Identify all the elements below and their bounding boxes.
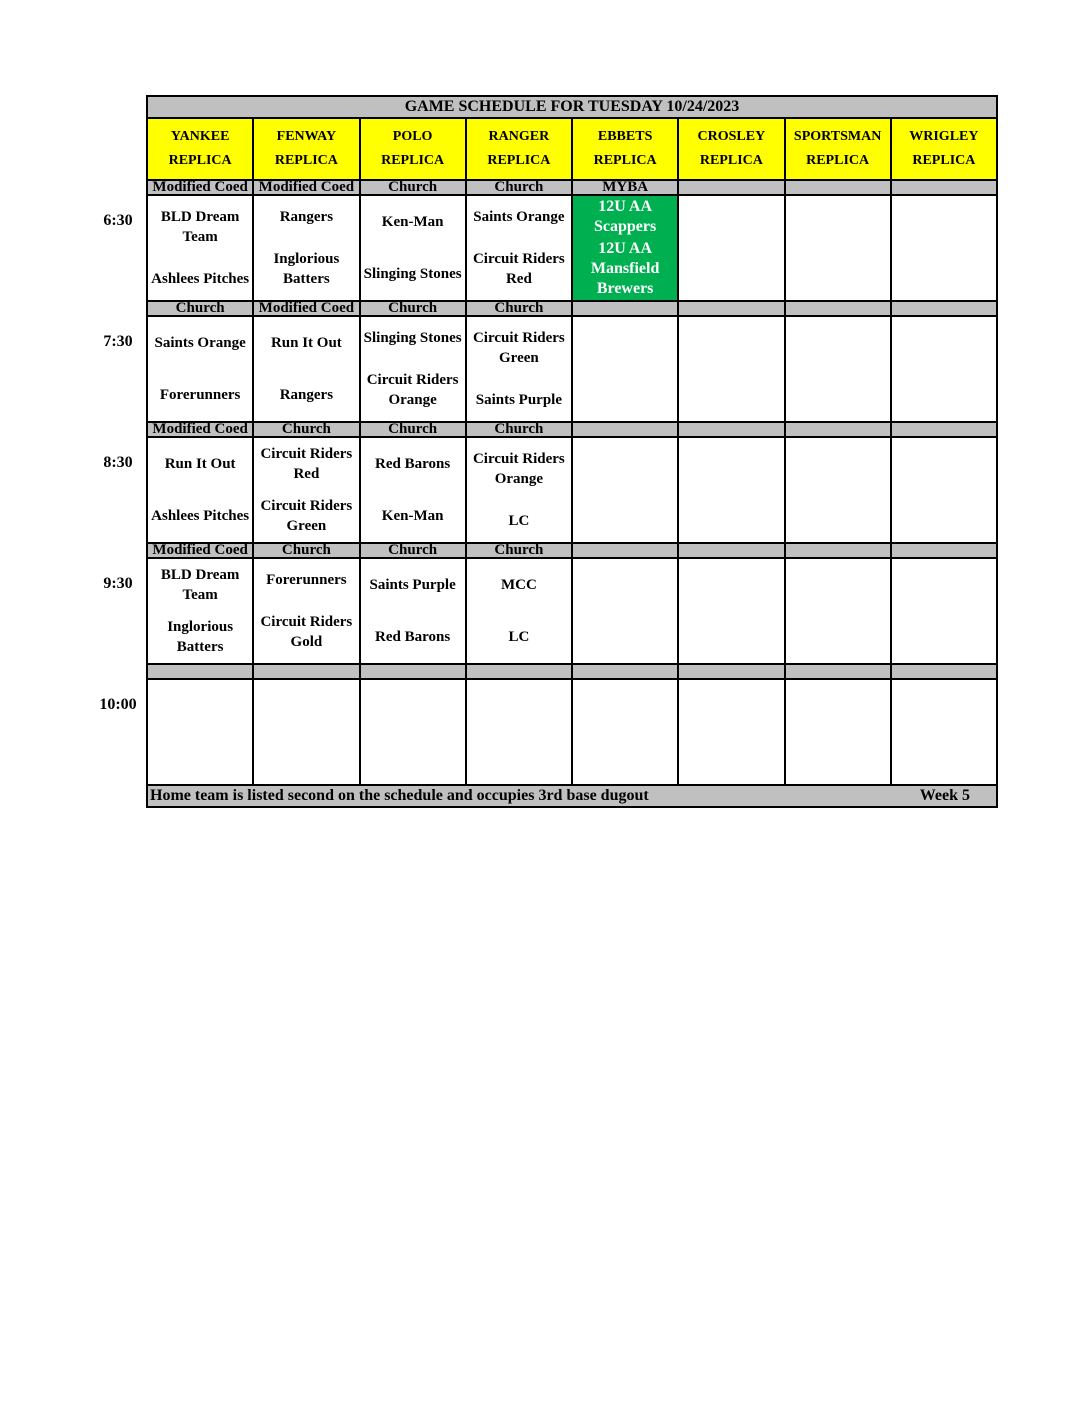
field-name: RANGER <box>488 129 550 144</box>
visiting-team: 12U AA Scappers <box>594 198 657 235</box>
game-cell <box>253 437 359 543</box>
time-label: 10:00 <box>99 696 137 713</box>
visiting-team: Rangers <box>279 209 334 225</box>
visiting-team: Saints Purple <box>369 577 456 593</box>
game-cell <box>891 195 997 301</box>
game-cell <box>891 437 997 543</box>
matchup <box>679 559 783 663</box>
game-row <box>147 316 997 422</box>
game-cell <box>253 195 359 301</box>
league-label: Church <box>466 301 572 316</box>
game-cell <box>678 679 784 785</box>
league-label <box>678 664 784 679</box>
matchup <box>786 196 890 300</box>
matchup <box>361 317 465 421</box>
visiting-team: Circuit Riders Green <box>472 330 565 366</box>
home-team: Forerunners <box>159 387 241 403</box>
league-label: Church <box>360 180 466 195</box>
home-team: Inglorious Batters <box>273 251 340 287</box>
visiting-team: Red Barons <box>375 456 451 472</box>
game-schedule-table <box>146 95 998 808</box>
footer-row <box>147 785 997 807</box>
game-cell <box>572 195 678 301</box>
visiting-team: Circuit Riders Red <box>260 446 353 482</box>
game-cell <box>253 679 359 785</box>
league-label: Modified Coed <box>147 543 253 558</box>
game-cell <box>147 195 253 301</box>
matchup <box>467 680 571 784</box>
field-name: EBBETS <box>597 129 653 144</box>
field-name: SPORTSMAN <box>793 129 882 144</box>
league-label <box>678 422 784 437</box>
time-label: 9:30 <box>103 575 133 592</box>
matchup <box>361 196 465 300</box>
league-row <box>147 180 997 195</box>
league-label: Church <box>147 301 253 316</box>
matchup <box>467 559 571 663</box>
matchup <box>148 438 252 542</box>
visiting-team: Saints Orange <box>154 335 246 351</box>
game-cell <box>466 316 572 422</box>
title-row <box>147 96 997 118</box>
home-team: Red Barons <box>375 629 451 645</box>
league-label <box>572 664 678 679</box>
league-label <box>253 664 359 679</box>
footer-note: Home team is listed second on the schedule and occupies 3rd base dugout <box>150 787 649 804</box>
game-cell <box>466 195 572 301</box>
matchup <box>573 317 677 421</box>
visiting-team: Circuit Riders Orange <box>472 451 565 487</box>
league-label <box>678 301 784 316</box>
game-cell <box>785 195 891 301</box>
visiting-team: Ken-Man <box>381 214 444 230</box>
league-label <box>891 180 997 195</box>
matchup <box>254 680 358 784</box>
league-label: Church <box>466 543 572 558</box>
league-label: Church <box>360 543 466 558</box>
matchup <box>573 559 677 663</box>
field-name: WRIGLEY <box>909 129 979 144</box>
visiting-team: BLD Dream Team <box>160 567 240 603</box>
matchup <box>679 680 783 784</box>
field-header-yankee <box>147 118 253 180</box>
league-label <box>785 664 891 679</box>
field-subtitle: REPLICA <box>806 153 870 168</box>
league-label: Church <box>466 422 572 437</box>
league-label <box>891 301 997 316</box>
league-label <box>678 180 784 195</box>
game-cell <box>678 558 784 664</box>
matchup <box>148 317 252 421</box>
league-label: Church <box>253 543 359 558</box>
game-cell <box>147 316 253 422</box>
home-team: Saints Purple <box>475 392 562 408</box>
week-label: Week 5 <box>919 787 970 804</box>
field-subtitle: REPLICA <box>699 153 763 168</box>
home-team: Ken-Man <box>381 508 444 524</box>
matchup <box>148 559 252 663</box>
schedule-title: GAME SCHEDULE FOR TUESDAY 10/24/2023 <box>147 96 997 118</box>
time-label: 6:30 <box>103 212 133 229</box>
game-cell <box>466 558 572 664</box>
game-cell <box>360 195 466 301</box>
league-label: Modified Coed <box>147 422 253 437</box>
matchup <box>361 680 465 784</box>
league-label <box>360 664 466 679</box>
footer-cell <box>147 785 997 807</box>
game-cell <box>678 437 784 543</box>
game-cell <box>253 558 359 664</box>
game-row <box>147 558 997 664</box>
home-team: Slinging Stones <box>363 266 462 282</box>
matchup <box>148 680 252 784</box>
matchup <box>892 438 996 542</box>
field-subtitle: REPLICA <box>912 153 976 168</box>
home-team: Circuit Riders Orange <box>366 372 459 408</box>
league-label <box>678 543 784 558</box>
matchup <box>254 438 358 542</box>
field-name: POLO <box>392 129 433 144</box>
home-team: Circuit Riders Gold <box>260 614 353 650</box>
matchup <box>254 317 358 421</box>
time-label: 8:30 <box>103 454 133 471</box>
visiting-team: Run It Out <box>270 335 342 351</box>
game-cell <box>572 316 678 422</box>
field-subtitle: REPLICA <box>487 153 551 168</box>
matchup <box>786 438 890 542</box>
league-label: Church <box>253 422 359 437</box>
game-cell <box>785 316 891 422</box>
game-cell <box>360 679 466 785</box>
home-team: Rangers <box>279 387 334 403</box>
league-label <box>572 422 678 437</box>
matchup <box>361 559 465 663</box>
game-cell <box>147 558 253 664</box>
game-cell <box>466 679 572 785</box>
game-cell <box>360 437 466 543</box>
league-label <box>572 543 678 558</box>
matchup <box>361 438 465 542</box>
field-name: FENWAY <box>276 129 337 144</box>
league-label <box>785 543 891 558</box>
league-label: Modified Coed <box>253 301 359 316</box>
matchup <box>573 438 677 542</box>
visiting-team: Forerunners <box>266 572 347 588</box>
field-subtitle: REPLICA <box>274 153 338 168</box>
field-header-sportsman <box>785 118 891 180</box>
matchup <box>892 559 996 663</box>
game-cell <box>572 558 678 664</box>
home-team: 12U AA Mansfield Brewers <box>590 240 660 297</box>
game-cell <box>678 316 784 422</box>
field-header-crosley <box>678 118 784 180</box>
game-cell <box>572 437 678 543</box>
game-cell <box>785 558 891 664</box>
home-team: LC <box>508 629 530 645</box>
league-label <box>572 301 678 316</box>
matchup <box>786 680 890 784</box>
field-header-ranger <box>466 118 572 180</box>
footer-content <box>148 787 996 805</box>
league-row <box>147 664 997 679</box>
league-label <box>785 180 891 195</box>
game-cell <box>891 679 997 785</box>
league-label: Church <box>360 301 466 316</box>
field-subtitle: REPLICA <box>381 153 445 168</box>
visiting-team: Saints Orange <box>473 209 565 225</box>
game-cell <box>785 679 891 785</box>
matchup <box>573 196 677 300</box>
game-cell <box>466 437 572 543</box>
league-label: MYBA <box>572 180 678 195</box>
league-label: Church <box>360 422 466 437</box>
field-header-row <box>147 118 997 180</box>
field-name: YANKEE <box>170 129 230 144</box>
game-cell <box>678 195 784 301</box>
league-label <box>891 664 997 679</box>
game-cell <box>253 316 359 422</box>
game-cell <box>891 558 997 664</box>
matchup <box>573 680 677 784</box>
matchup <box>679 317 783 421</box>
visiting-team: MCC <box>500 577 537 593</box>
matchup <box>679 438 783 542</box>
game-row <box>147 679 997 785</box>
visiting-team: Slinging Stones <box>363 330 462 346</box>
home-team: Circuit Riders Green <box>260 498 353 534</box>
game-cell <box>147 679 253 785</box>
league-label <box>785 422 891 437</box>
home-team: LC <box>508 513 530 529</box>
matchup <box>148 196 252 300</box>
home-team: Inglorious Batters <box>167 619 234 655</box>
game-row <box>147 195 997 301</box>
field-header-fenway <box>253 118 359 180</box>
time-label: 7:30 <box>103 333 133 350</box>
matchup <box>467 317 571 421</box>
matchup <box>892 196 996 300</box>
field-header-wrigley <box>891 118 997 180</box>
field-header-ebbets <box>572 118 678 180</box>
league-label <box>466 664 572 679</box>
league-label <box>891 543 997 558</box>
matchup <box>786 317 890 421</box>
game-cell <box>360 316 466 422</box>
visiting-team: Run It Out <box>164 456 236 472</box>
league-label: Modified Coed <box>253 180 359 195</box>
field-subtitle: REPLICA <box>168 153 232 168</box>
field-header-polo <box>360 118 466 180</box>
home-team: Ashlees Pitches <box>151 508 250 524</box>
matchup <box>254 559 358 663</box>
game-row <box>147 437 997 543</box>
league-label <box>891 422 997 437</box>
game-cell <box>572 679 678 785</box>
home-team: Circuit Riders Red <box>472 251 565 287</box>
field-subtitle: REPLICA <box>593 153 657 168</box>
matchup <box>786 559 890 663</box>
visiting-team: BLD Dream Team <box>160 209 240 245</box>
matchup <box>467 196 571 300</box>
matchup <box>254 196 358 300</box>
league-row <box>147 422 997 437</box>
matchup <box>892 317 996 421</box>
league-label: Church <box>466 180 572 195</box>
game-cell <box>785 437 891 543</box>
matchup <box>679 196 783 300</box>
game-cell <box>360 558 466 664</box>
matchup <box>892 680 996 784</box>
league-label <box>785 301 891 316</box>
game-cell <box>147 437 253 543</box>
home-team: Ashlees Pitches <box>151 271 250 287</box>
league-label: Modified Coed <box>147 180 253 195</box>
league-row <box>147 543 997 558</box>
league-row <box>147 301 997 316</box>
game-cell <box>891 316 997 422</box>
field-name: CROSLEY <box>697 129 766 144</box>
league-label <box>147 664 253 679</box>
matchup <box>467 438 571 542</box>
